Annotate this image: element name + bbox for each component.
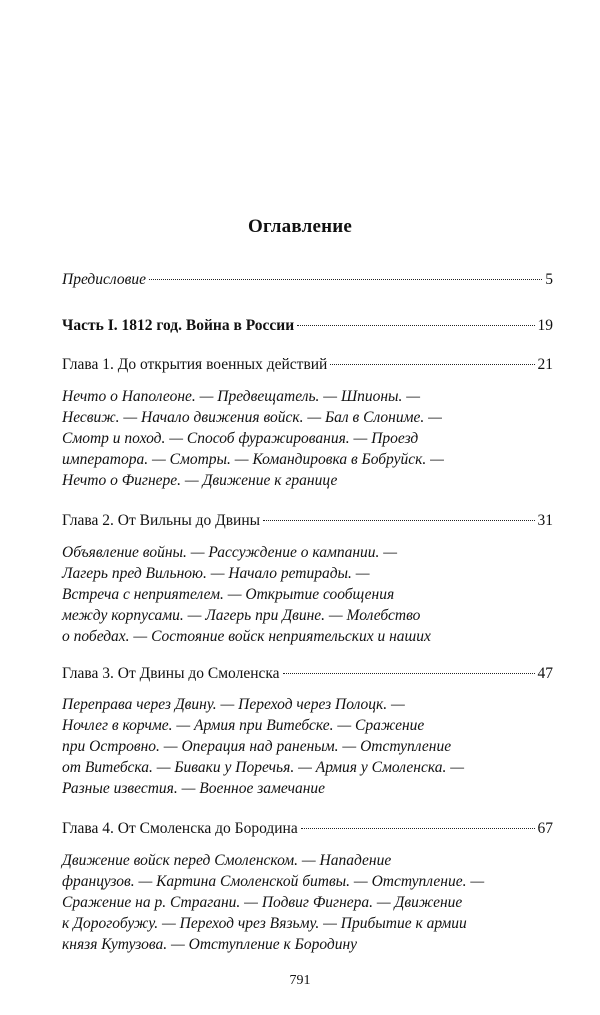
dot-leader: [330, 364, 534, 365]
summary-line: Разные известия. — Военное замечание: [62, 780, 326, 797]
chapter-4-summary: [62, 850, 562, 955]
dot-leader: [283, 673, 535, 674]
toc-entry-label: Глава 3. От Двины до Смоленска: [62, 665, 280, 682]
toc-entry-label: Предисловие: [62, 271, 146, 288]
dot-leader: [149, 279, 542, 280]
toc-entry-label: Глава 4. От Смоленска до Бородина: [62, 820, 298, 837]
toc-entry-chapter-3[interactable]: [62, 664, 553, 684]
toc-entry-page: 67: [537, 820, 553, 837]
summary-line: Движение войск перед Смоленском. — Нападение: [62, 852, 392, 869]
dot-leader: [263, 520, 534, 521]
toc-entry-page: 31: [537, 512, 553, 529]
summary-line: Несвиж. — Начало движения войск. — Бал в Слониме. —: [62, 409, 442, 426]
chapter-3-summary: [62, 694, 562, 799]
chapter-2-summary: [62, 542, 562, 647]
summary-line: Встреча с неприятелем. — Открытие сообщения: [62, 586, 395, 603]
summary-line: Объявление войны. — Рассуждение о кампании. —: [62, 544, 398, 561]
summary-line: между корпусами. — Лагерь при Двине. — Молебство: [62, 607, 421, 624]
summary-line: при Островно. — Операция над раненым. — Отступление: [62, 738, 452, 755]
page-number: 791: [289, 973, 311, 988]
toc-entry-page: 5: [545, 271, 553, 288]
summary-line: Ночлег в корчме. — Армия при Витебске. — Сражение: [62, 717, 425, 734]
toc-entry-preface[interactable]: [62, 270, 553, 290]
summary-line: Переправа через Двину. — Переход через Полоцк. —: [62, 696, 405, 713]
toc-entry-label: Глава 2. От Вильны до Двины: [62, 512, 261, 529]
summary-line: к Дорогобужу. — Переход чрез Вязьму. — Прибытие к армии: [62, 915, 467, 932]
toc-entry-page: 21: [537, 356, 553, 373]
summary-line: Смотр и поход. — Способ фуражирования. — Проезд: [62, 430, 419, 447]
toc-title: Оглавление: [247, 216, 353, 237]
summary-line: Сражение на р. Страгани. — Подвиг Фигнера. — Движение: [62, 894, 463, 911]
summary-line: от Витебска. — Биваки у Поречья. — Армия у Смоленска. —: [62, 759, 464, 776]
toc-entry-chapter-4[interactable]: [62, 819, 553, 839]
dot-leader: [297, 325, 534, 326]
toc-entry-part-1[interactable]: [62, 316, 553, 336]
summary-line: Лагерь пред Вильною. — Начало ретирады. —: [62, 565, 370, 582]
summary-line: императора. — Смотры. — Командировка в Бобруйск. —: [62, 451, 444, 468]
chapter-1-summary: [62, 386, 562, 491]
toc-entry-page: 19: [537, 317, 553, 334]
summary-line: Нечто о Фигнере. — Движение к границе: [62, 472, 338, 489]
toc-entry-label: Глава 1. До открытия военных действий: [62, 356, 328, 373]
toc-entry-page: 47: [537, 665, 553, 682]
toc-entry-chapter-1[interactable]: [62, 355, 553, 375]
toc-entry-chapter-2[interactable]: [62, 511, 553, 531]
toc-entry-label: Часть I. 1812 год. Война в России: [62, 317, 295, 334]
dot-leader: [301, 828, 535, 829]
summary-line: Нечто о Наполеоне. — Предвещатель. — Шпионы. —: [62, 388, 421, 405]
summary-line: французов. — Картина Смоленской битвы. — Отступление. —: [62, 873, 485, 890]
summary-line: князя Кутузова. — Отступление к Бородину: [62, 936, 358, 953]
summary-line: о победах. — Состояние войск неприятельских и наших: [62, 628, 431, 645]
